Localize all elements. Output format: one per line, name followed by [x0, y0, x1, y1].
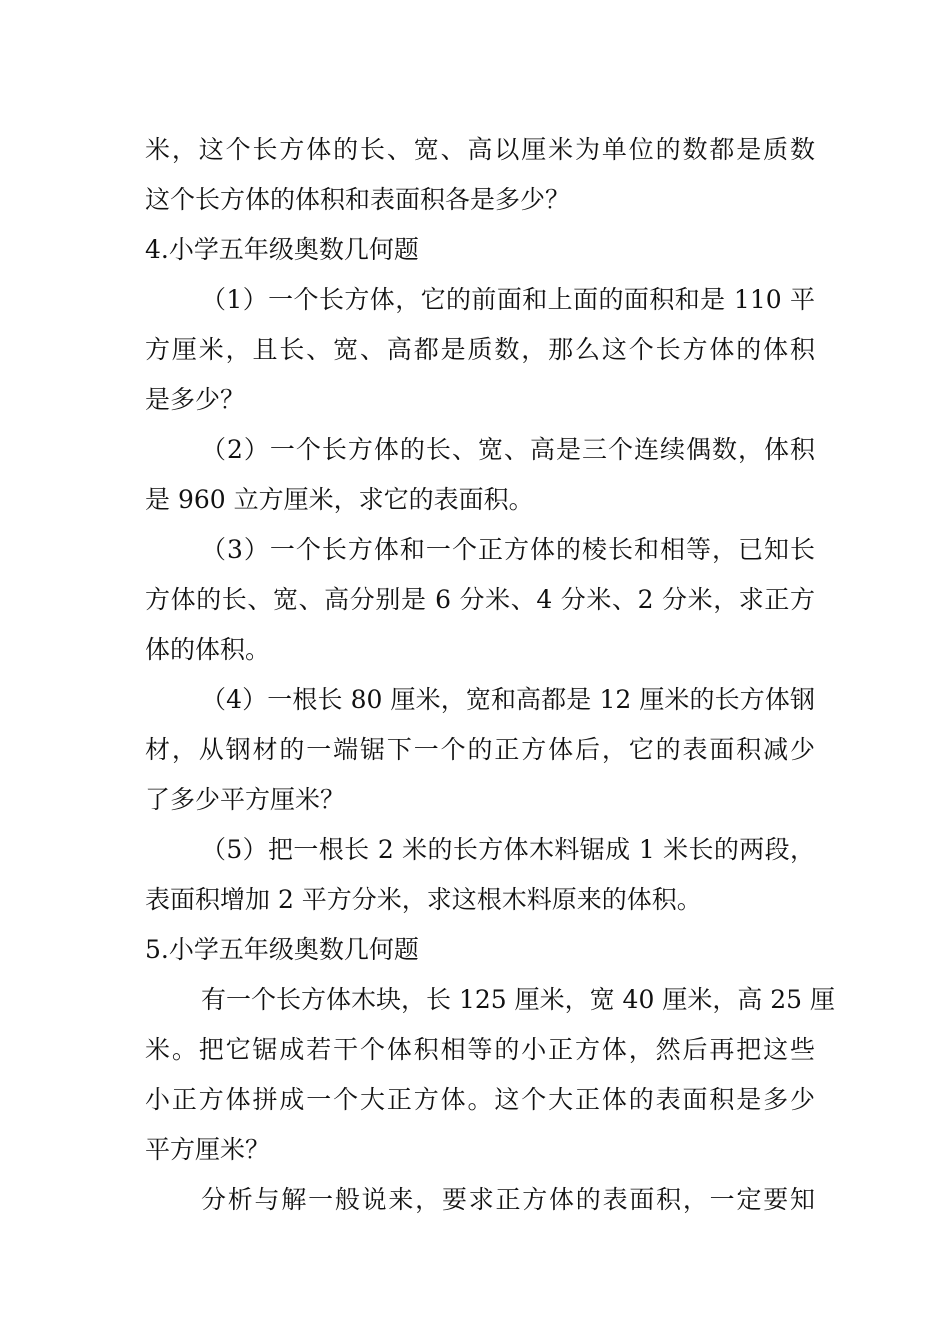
text-line: 这个长方体的体积和表面积各是多少？ — [145, 185, 571, 214]
text-line: 体的体积。 — [145, 635, 271, 664]
text-line: 是 960 立方厘米，求它的表面积。 — [145, 485, 534, 514]
text-line: 米。把它锯成若干个体积相等的小正方体，然后再把这些 — [145, 1035, 815, 1064]
section-heading: 5.小学五年级奥数几何题 — [145, 935, 419, 964]
paragraph-start-line: 有一个长方体木块，长 125 厘米，宽 40 厘米，高 25 厘 — [201, 985, 836, 1014]
question-2-line: （2）一个长方体的长、宽、高是三个连续偶数，体积 — [201, 435, 815, 464]
text-line: 了多少平方厘米？ — [145, 785, 346, 814]
text-line: 是多少？ — [145, 385, 246, 414]
text-line: 平方厘米？ — [145, 1135, 271, 1164]
question-3-line: （3）一个长方体和一个正方体的棱长和相等，已知长 — [201, 535, 815, 564]
text-line: 表面积增加 2 平方分米，求这根木料原来的体积。 — [145, 885, 702, 914]
text-line: 小正方体拼成一个大正方体。这个大正体的表面积是多少 — [145, 1085, 815, 1114]
text-line: 米，这个长方体的长、宽、高以厘米为单位的数都是质数 — [145, 135, 815, 164]
question-5-line: （5）把一根长 2 米的长方体木料锯成 1 米长的两段， — [201, 835, 815, 864]
question-4-line: （4）一根长 80 厘米，宽和高都是 12 厘米的长方体钢 — [201, 685, 815, 714]
paragraph-start-line: 分析与解一般说来，要求正方体的表面积，一定要知 — [201, 1185, 815, 1214]
text-line: 方体的长、宽、高分别是 6 分米、4 分米、2 分米，求正方 — [145, 585, 815, 614]
text-line: 方厘米，且长、宽、高都是质数，那么这个长方体的体积 — [145, 335, 815, 364]
text-line: 材，从钢材的一端锯下一个的正方体后，它的表面积减少 — [145, 735, 815, 764]
section-heading: 4.小学五年级奥数几何题 — [145, 235, 419, 264]
question-1-line: （1）一个长方体，它的前面和上面的面积和是 110 平 — [201, 285, 815, 314]
